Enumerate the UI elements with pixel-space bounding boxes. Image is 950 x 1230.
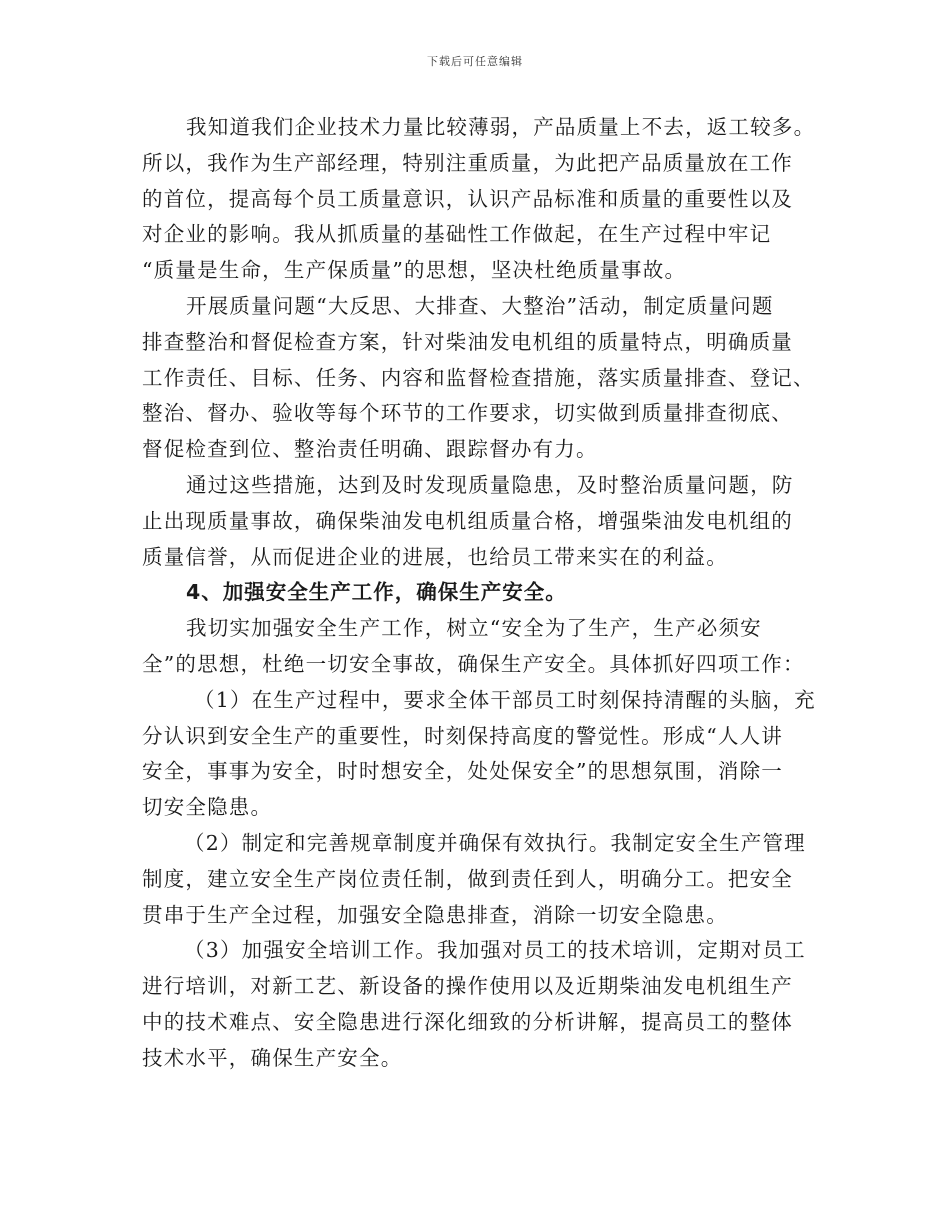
page-header: 下载后可任意编辑 <box>427 55 523 68</box>
paragraph-line: 切安全隐患。 <box>142 795 273 820</box>
paragraph-line: 整治、督办、验收等每个环节的工作要求，切实做到质量排查彻底、 <box>142 401 793 426</box>
section-heading: 4、加强安全生产工作，确保生产安全。 <box>186 580 567 605</box>
paragraph-line: 开展质量问题“大反思、大排查、大整治”活动，制定质量问题 <box>186 293 774 318</box>
paragraph-line: 所以，我作为生产部经理，特别注重质量，为此把产品质量放在工作 <box>142 150 793 175</box>
paragraph-line: （3）加强安全培训工作。我加强对员工的技术培训，定期对员工 <box>184 938 806 963</box>
paragraph-line: 技术水平，确保生产安全。 <box>142 1045 403 1070</box>
paragraph-line: 进行培训，对新工艺、新设备的操作使用以及近期柴油发电机组生产 <box>142 974 793 999</box>
paragraph-line: 中的技术难点、安全隐患进行深化细致的分析讲解，提高员工的整体 <box>142 1009 793 1034</box>
paragraph-line: 排查整治和督促检查方案，针对柴油发电机组的质量特点，明确质量 <box>142 329 793 354</box>
paragraph-line: 制度，建立安全生产岗位责任制，做到责任到人，明确分工。把安全 <box>142 866 793 891</box>
paragraph-line: 我切实加强安全生产工作，树立“安全为了生产，生产必须安 <box>186 616 762 641</box>
paragraph-line: 贯串于生产全过程，加强安全隐患排查，消除一切安全隐患。 <box>142 902 728 927</box>
paragraph-line: 质量信誉，从而促进企业的进展，也给员工带来实在的利益。 <box>142 544 728 569</box>
paragraph-line: 的首位，提高每个员工质量意识，认识产品标准和质量的重要性以及 <box>142 186 793 211</box>
paragraph-line: 分认识到安全生产的重要性，时刻保持高度的警觉性。形成“人人讲 <box>142 723 783 748</box>
paragraph-line: （1）在生产过程中，要求全体干部员工时刻保持清醒的头脑，充 <box>194 687 816 712</box>
paragraph-line: 督促检查到位、整治责任明确、跟踪督办有力。 <box>142 437 598 462</box>
paragraph-line: 安全，事事为安全，时时想安全，处处保安全”的思想氛围，消除一 <box>142 759 783 784</box>
paragraph-line: 止出现质量事故，确保柴油发电机组质量合格，增强柴油发电机组的 <box>142 508 793 533</box>
paragraph-line: （2）制定和完善规章制度并确保有效执行。我制定安全生产管理 <box>184 830 806 855</box>
paragraph-line: 对企业的影响。我从抓质量的基础性工作做起，在生产过程中牢记 <box>142 222 772 247</box>
document-body <box>142 110 832 1077</box>
paragraph-line: “质量是生命，生产保质量”的思想，坚决杜绝质量事故。 <box>142 258 687 283</box>
paragraph-line: 全”的思想，杜绝一切安全事故，确保生产安全。具体抓好四项工作： <box>142 651 805 676</box>
paragraph-line: 我知道我们企业技术力量比较薄弱，产品质量上不去，返工较多。 <box>186 115 816 139</box>
paragraph-line: 通过这些措施，达到及时发现质量隐患，及时整治质量问题，防 <box>186 472 794 497</box>
paragraph-line: 工作责任、目标、任务、内容和监督检查措施，落实质量排查、登记、 <box>142 365 815 390</box>
